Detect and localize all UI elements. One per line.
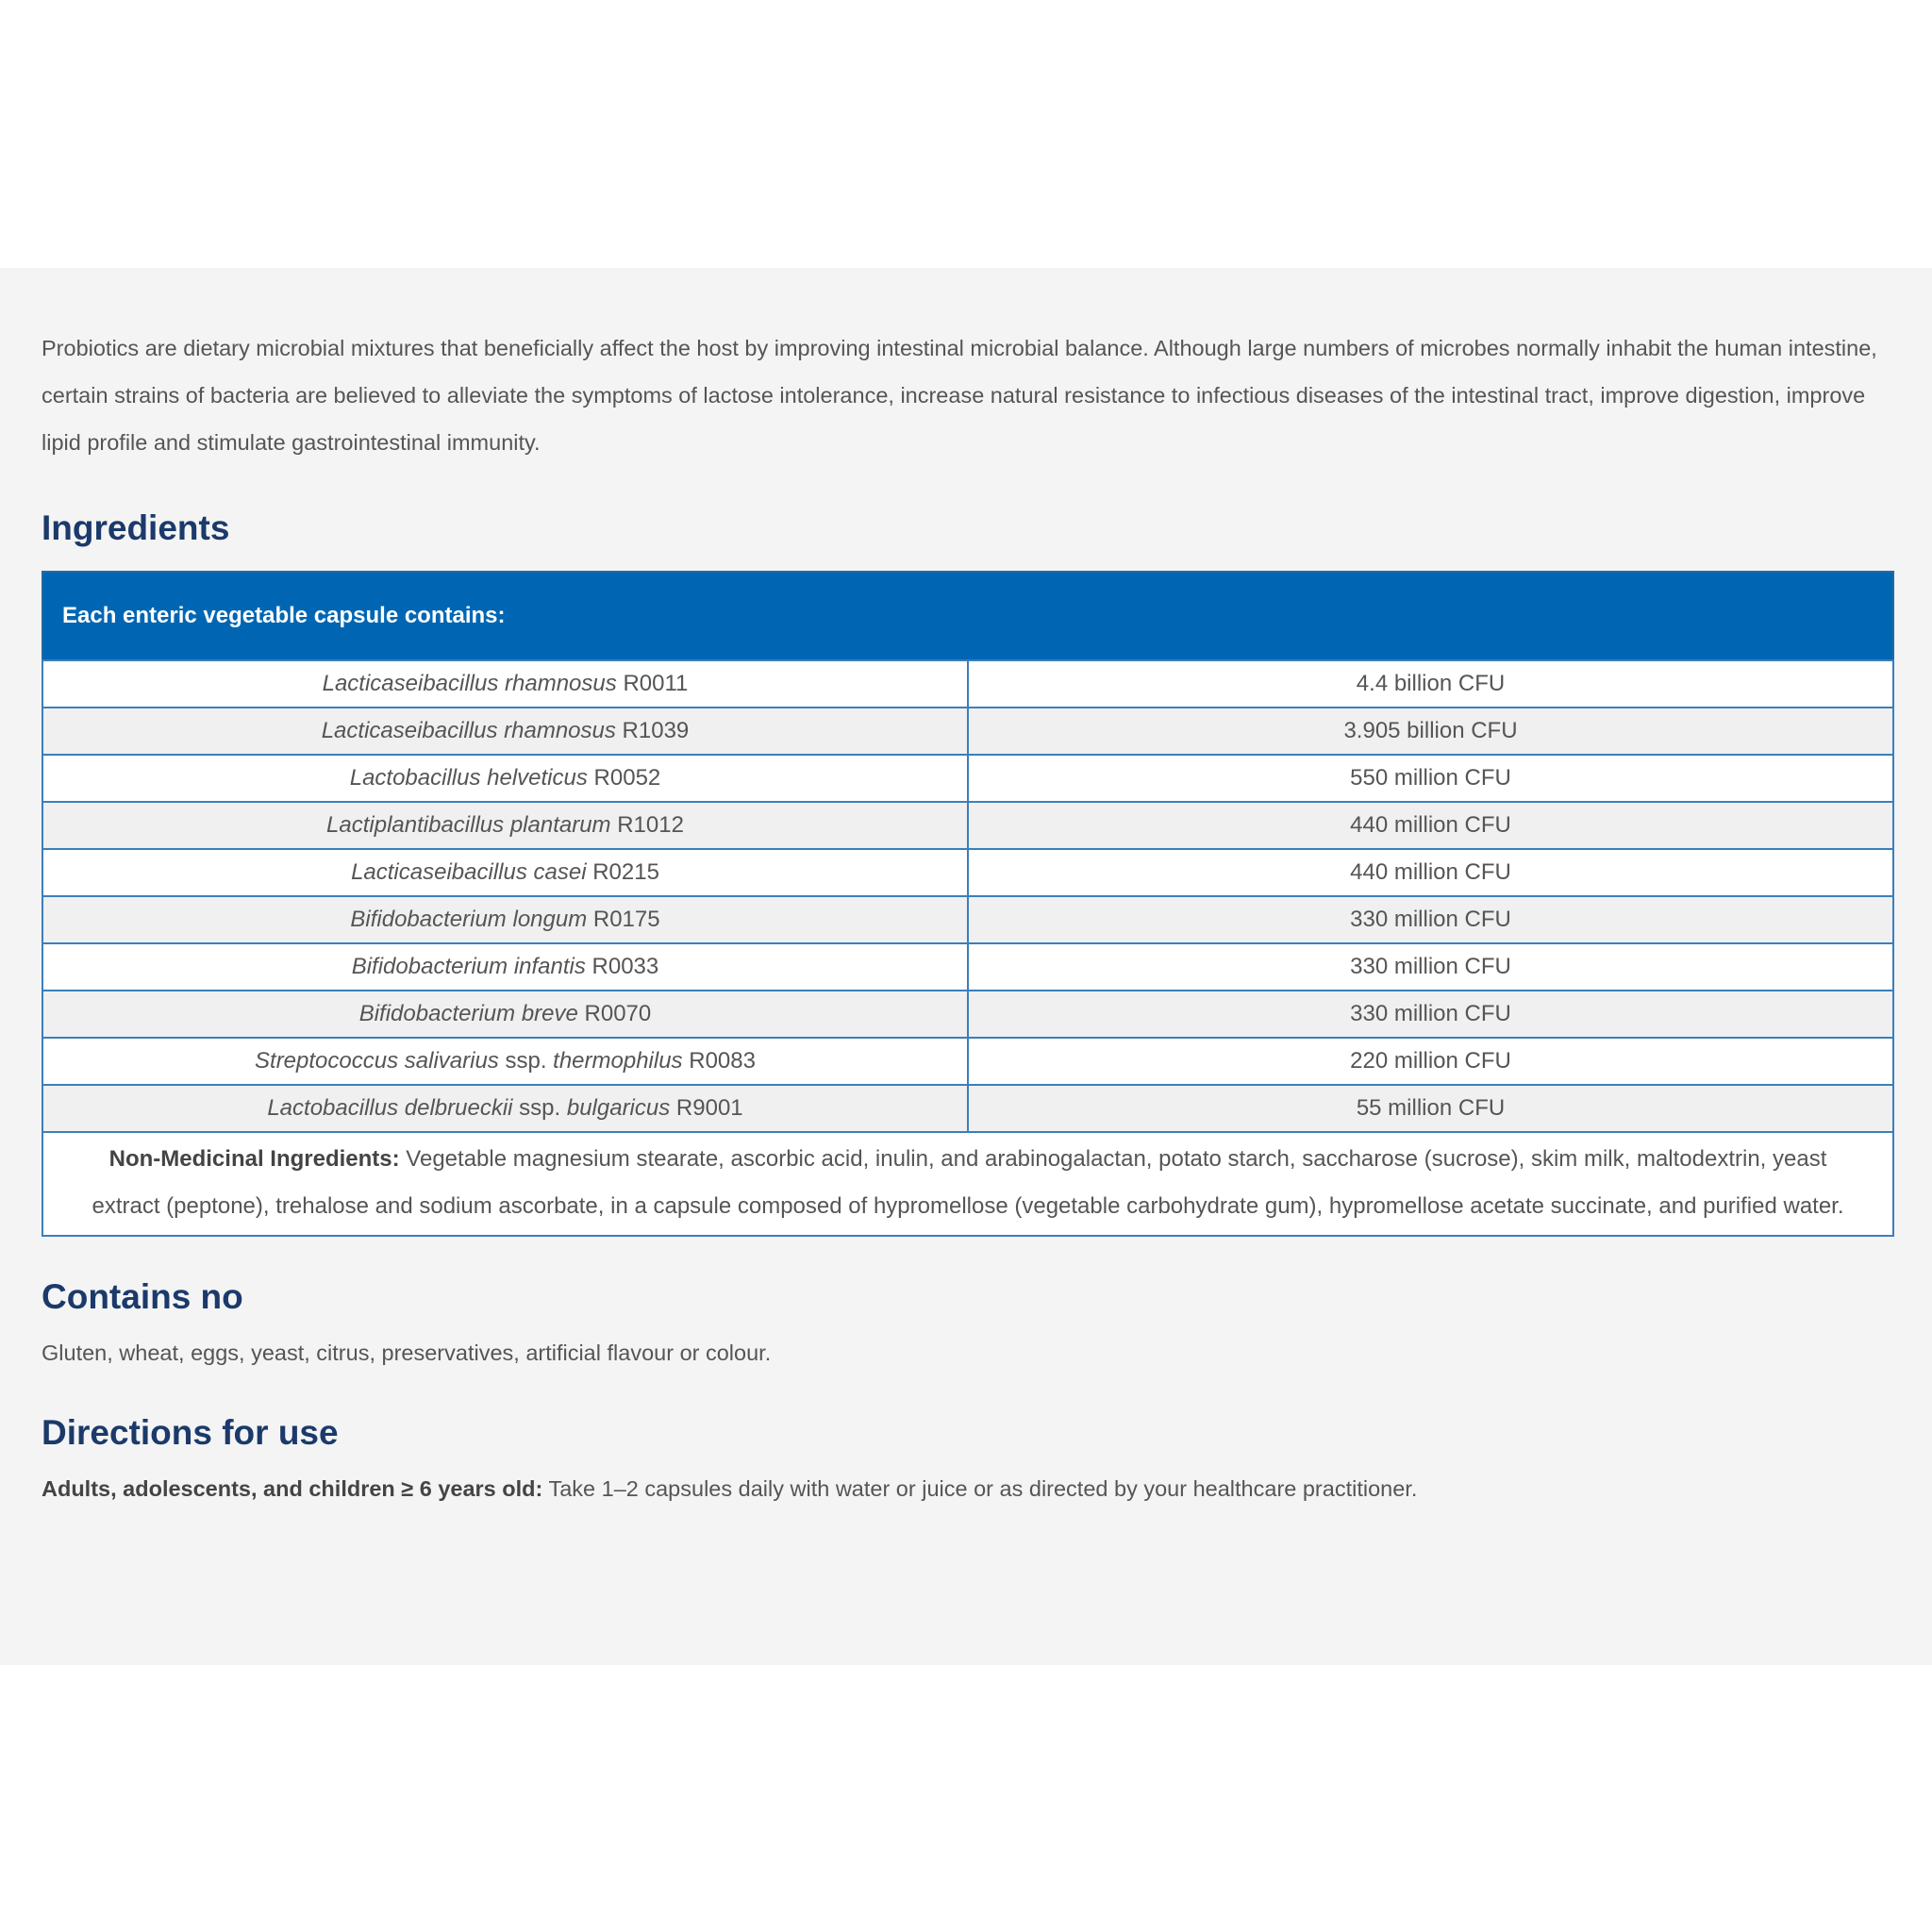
ingredient-strain-cell	[42, 991, 968, 1038]
ingredient-species: longum	[512, 907, 588, 932]
ingredient-amount-cell: 330 million CFU	[968, 943, 1893, 991]
ingredients-table	[42, 571, 1894, 1237]
ingredient-amount-cell: 550 million CFU	[968, 755, 1893, 802]
ingredient-genus: Lactobacillus	[267, 1095, 399, 1121]
ingredient-strain-code: R0052	[593, 765, 661, 791]
ingredient-strain-cell	[42, 1085, 968, 1132]
ingredient-strain-code: R1039	[622, 718, 690, 743]
ingredient-amount-cell: 330 million CFU	[968, 896, 1893, 943]
ingredient-row	[42, 1038, 1893, 1085]
ingredients-table-body	[42, 660, 1893, 1236]
ingredient-strain-cell	[42, 802, 968, 849]
ingredient-amount-cell: 440 million CFU	[968, 849, 1893, 896]
ingredient-row	[42, 708, 1893, 755]
ingredient-strain-cell	[42, 849, 968, 896]
ingredient-amount-cell: 55 million CFU	[968, 1085, 1893, 1132]
ingredient-strain-cell	[42, 708, 968, 755]
ingredient-species: delbrueckii	[404, 1095, 513, 1121]
ingredient-subspecies: bulgaricus	[566, 1095, 671, 1121]
ingredient-amount-cell: 3.905 billion CFU	[968, 708, 1893, 755]
directions-heading: Directions for use	[42, 1413, 339, 1452]
non-medicinal-label: Non-Medicinal Ingredients:	[108, 1146, 400, 1172]
ingredient-genus: Lacticaseibacillus	[321, 718, 498, 743]
ingredient-species: casei	[533, 859, 587, 885]
ingredient-species: helveticus	[487, 765, 588, 791]
directions-paragraph	[42, 1474, 1894, 1503]
ingredient-strain-code: R0175	[592, 907, 660, 932]
ingredient-strain-code: R1012	[617, 812, 684, 838]
ingredient-row	[42, 660, 1893, 708]
ingredient-species: salivarius	[404, 1048, 499, 1074]
non-medicinal-cell	[42, 1132, 1893, 1236]
ingredient-genus: Bifidobacterium	[358, 1001, 516, 1026]
ingredient-strain-code: R0070	[584, 1001, 652, 1026]
ingredient-species: infantis	[513, 954, 586, 979]
ingredient-genus: Bifidobacterium	[351, 954, 508, 979]
ingredient-amount-cell: 330 million CFU	[968, 991, 1893, 1038]
ingredient-strain-cell	[42, 896, 968, 943]
intro-paragraph: Probiotics are dietary microbial mixtures that beneficially affect the host by improving intestinal microbial balance. Although large numbers of microbes normally inhabit the human intestine, certain strains of bacteria are believed to alleviate the symptoms of lactose intolerance, increase natural resistance to infectious diseases of the intestinal tract, improve digestion, improve lipid profile and stimulate gastrointestinal immunity.	[42, 336, 1877, 455]
ingredient-species: rhamnosus	[504, 718, 616, 743]
ingredient-amount-cell: 220 million CFU	[968, 1038, 1893, 1085]
ingredient-species: plantarum	[509, 812, 611, 838]
ingredient-row	[42, 991, 1893, 1038]
ingredient-strain-cell	[42, 660, 968, 708]
ingredient-row	[42, 943, 1893, 991]
ingredient-species: breve	[521, 1001, 578, 1026]
product-info-content	[42, 325, 1894, 1503]
ingredient-row	[42, 1085, 1893, 1132]
ingredient-strain-code: R0083	[689, 1048, 756, 1074]
ingredient-row	[42, 896, 1893, 943]
ingredient-strain-cell	[42, 1038, 968, 1085]
ingredients-table-header: Each enteric vegetable capsule contains:	[42, 572, 1893, 660]
ingredient-genus: Lactobacillus	[349, 765, 481, 791]
ingredient-strain-code: R0215	[592, 859, 659, 885]
ingredient-strain-cell	[42, 943, 968, 991]
ingredient-strain-code: R0033	[591, 954, 659, 979]
ingredient-genus: Bifidobacterium	[350, 907, 507, 932]
ingredient-species: rhamnosus	[505, 671, 617, 696]
product-info-panel	[0, 268, 1932, 1665]
ingredient-amount-cell: 4.4 billion CFU	[968, 660, 1893, 708]
ingredient-genus: Streptococcus	[255, 1048, 399, 1074]
ingredient-strain-code: R9001	[675, 1095, 743, 1121]
ingredient-row	[42, 755, 1893, 802]
ingredient-strain-code: R0011	[623, 671, 689, 696]
ingredient-ssp-label: ssp.	[519, 1095, 561, 1121]
directions-label: Adults, adolescents, and children ≥ 6 years old:	[42, 1476, 543, 1501]
ingredient-ssp-label: ssp.	[505, 1048, 547, 1074]
ingredient-genus: Lacticaseibacillus	[351, 859, 527, 885]
non-medicinal-row	[42, 1132, 1893, 1236]
ingredient-row	[42, 802, 1893, 849]
ingredient-genus: Lacticaseibacillus	[322, 671, 499, 696]
ingredient-row	[42, 849, 1893, 896]
ingredient-strain-cell	[42, 755, 968, 802]
ingredient-amount-cell: 440 million CFU	[968, 802, 1893, 849]
ingredient-genus: Lactiplantibacillus	[326, 812, 505, 838]
ingredient-subspecies: thermophilus	[553, 1048, 683, 1074]
non-medicinal-text: Vegetable magnesium stearate, ascorbic acid, inulin, and arabinogalactan, potato starch, saccharose (sucrose), skim milk, maltodextrin, yeast extract (peptone), trehalose and sodium ascorbate, in a capsule composed of hypromellose (vegetable carbohydrate gum), hypromellose acetate succinate, and purified water.	[92, 1146, 1844, 1219]
contains-no-text: Gluten, wheat, eggs, yeast, citrus, preservatives, artificial flavour or colour.	[42, 1341, 772, 1365]
ingredients-heading: Ingredients	[42, 508, 230, 547]
directions-text: Take 1–2 capsules daily with water or juice or as directed by your healthcare practitioner.	[548, 1476, 1418, 1501]
contains-no-heading: Contains no	[42, 1277, 243, 1316]
